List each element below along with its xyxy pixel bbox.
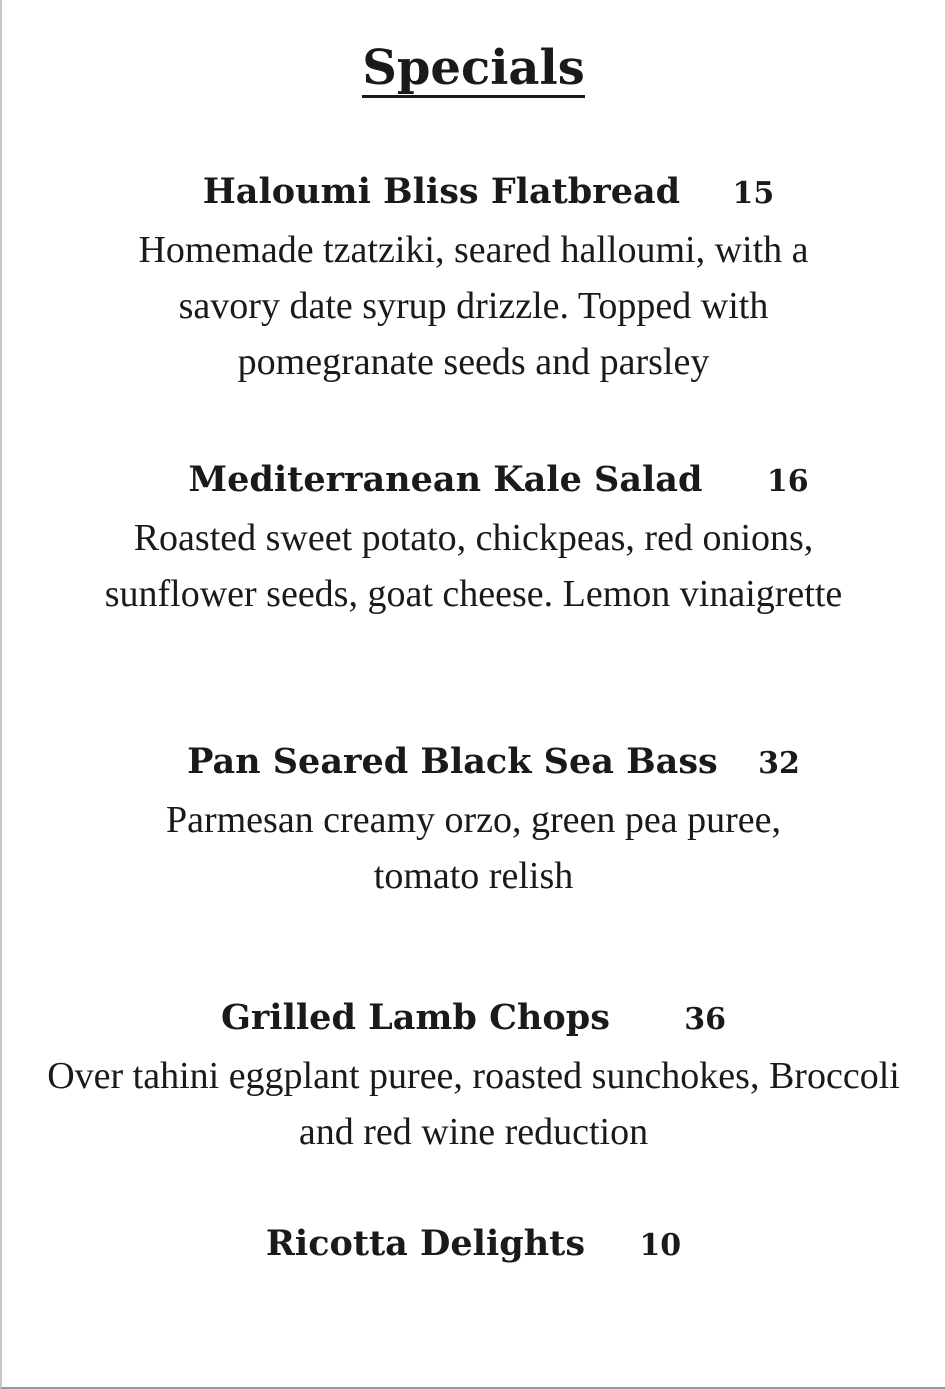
- menu-item-price: 10: [639, 1228, 682, 1263]
- menu-item-header: [2, 456, 945, 506]
- menu-item-price: 16: [766, 464, 809, 499]
- page-title: [2, 38, 945, 98]
- menu-item-name: Grilled Lamb Chops: [220, 997, 610, 1038]
- menu-item-price: 32: [758, 746, 800, 781]
- menu-item-description: Parmesan creamy orzo, green pea puree, tomato relish: [165, 799, 782, 897]
- menu-item-description: Roasted sweet potato, chickpeas, red onions, sunflower seeds, goat cheese. Lemon vinaigrette: [104, 517, 843, 615]
- menu-item-name: Haloumi Bliss Flatbread: [202, 171, 681, 212]
- menu-item-header: [2, 1220, 945, 1270]
- menu-item-header: [2, 168, 945, 218]
- page-title-text: Specials: [362, 40, 585, 96]
- menu-item-header: [2, 994, 945, 1044]
- menu-item-header: [2, 738, 945, 788]
- menu-item-name: Pan Seared Black Sea Bass: [187, 741, 718, 782]
- menu-item-name: Ricotta Delights: [265, 1223, 586, 1264]
- menu-item-price: 15: [732, 176, 775, 211]
- menu-item-description: Over tahini eggplant puree, roasted sunchokes, Broccoli and red wine reduction: [47, 1055, 900, 1153]
- menu-item: [2, 994, 945, 1160]
- menu-item: [2, 456, 945, 622]
- menu-item: [2, 1220, 945, 1270]
- menu-item: [2, 168, 945, 390]
- menu-item-name: Mediterranean Kale Salad: [188, 459, 703, 500]
- menu-item-description: Homemade tzatziki, seared halloumi, with a savory date syrup drizzle. Topped with pomegranate seeds and parsley: [138, 229, 809, 383]
- menu-item-price: 36: [684, 1002, 727, 1037]
- menu-item: [2, 738, 945, 904]
